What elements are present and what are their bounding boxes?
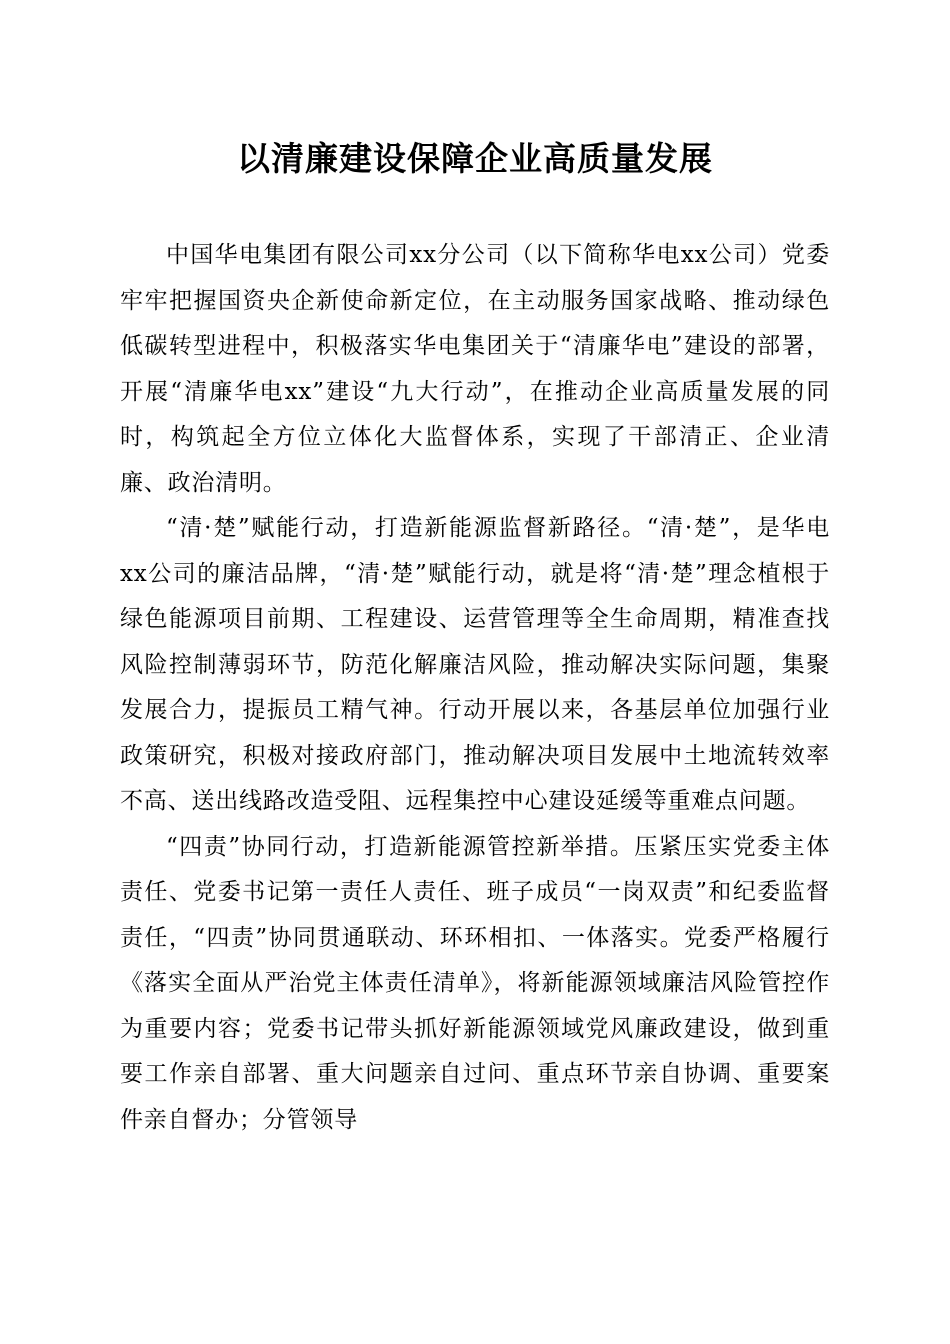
paragraph-3: “四责”协同行动，打造新能源管控新举措。压紧压实党委主体责任、党委书记第一责任人责任、班子成员“一岗双责”和纪委监督责任，“四责”协同贯通联动、环环相扣、一体落实。党委严格履行《落实全面从严治党主体责任清单》，将新能源领域廉洁风险管控作为重要内容；党委书记带头抓好新能源领域党风廉政建设，做到重要工作亲自部署、重大问题亲自过问、重点环节亲自协调、重要案件亲自督办；分管领导 [120,833,830,1133]
paragraph-1: 中国华电集团有限公司xx分公司（以下简称华电xx公司）党委牢牢把握国资央企新使命新定位，在主动服务国家战略、推动绿色低碳转型进程中，积极落实华电集团关于“清廉华电”建设的部署，开展“清廉华电xx”建设“九大行动”，在推动企业高质量发展的同时，构筑起全方位立体化大监督体系，实现了干部清正、企业清廉、政治清明。 [120,242,830,496]
document-title: 以清廉建设保障企业高质量发展 [237,139,713,178]
paragraph-2: “清·楚”赋能行动，打造新能源监督新路径。“清·楚”，是华电xx公司的廉洁品牌，“清·楚”赋能行动，就是将“清·楚”理念植根于绿色能源项目前期、工程建设、运营管理等全生命周期，精准查找风险控制薄弱环节，防范化解廉洁风险，推动解决实际问题，集聚发展合力，提振员工精气神。行动开展以来，各基层单位加强行业政策研究，积极对接政府部门，推动解决项目发展中土地流转效率不高、送出线路改造受阻、远程集控中心建设延缓等重难点问题。 [120,515,830,814]
document-body [120,233,830,1143]
